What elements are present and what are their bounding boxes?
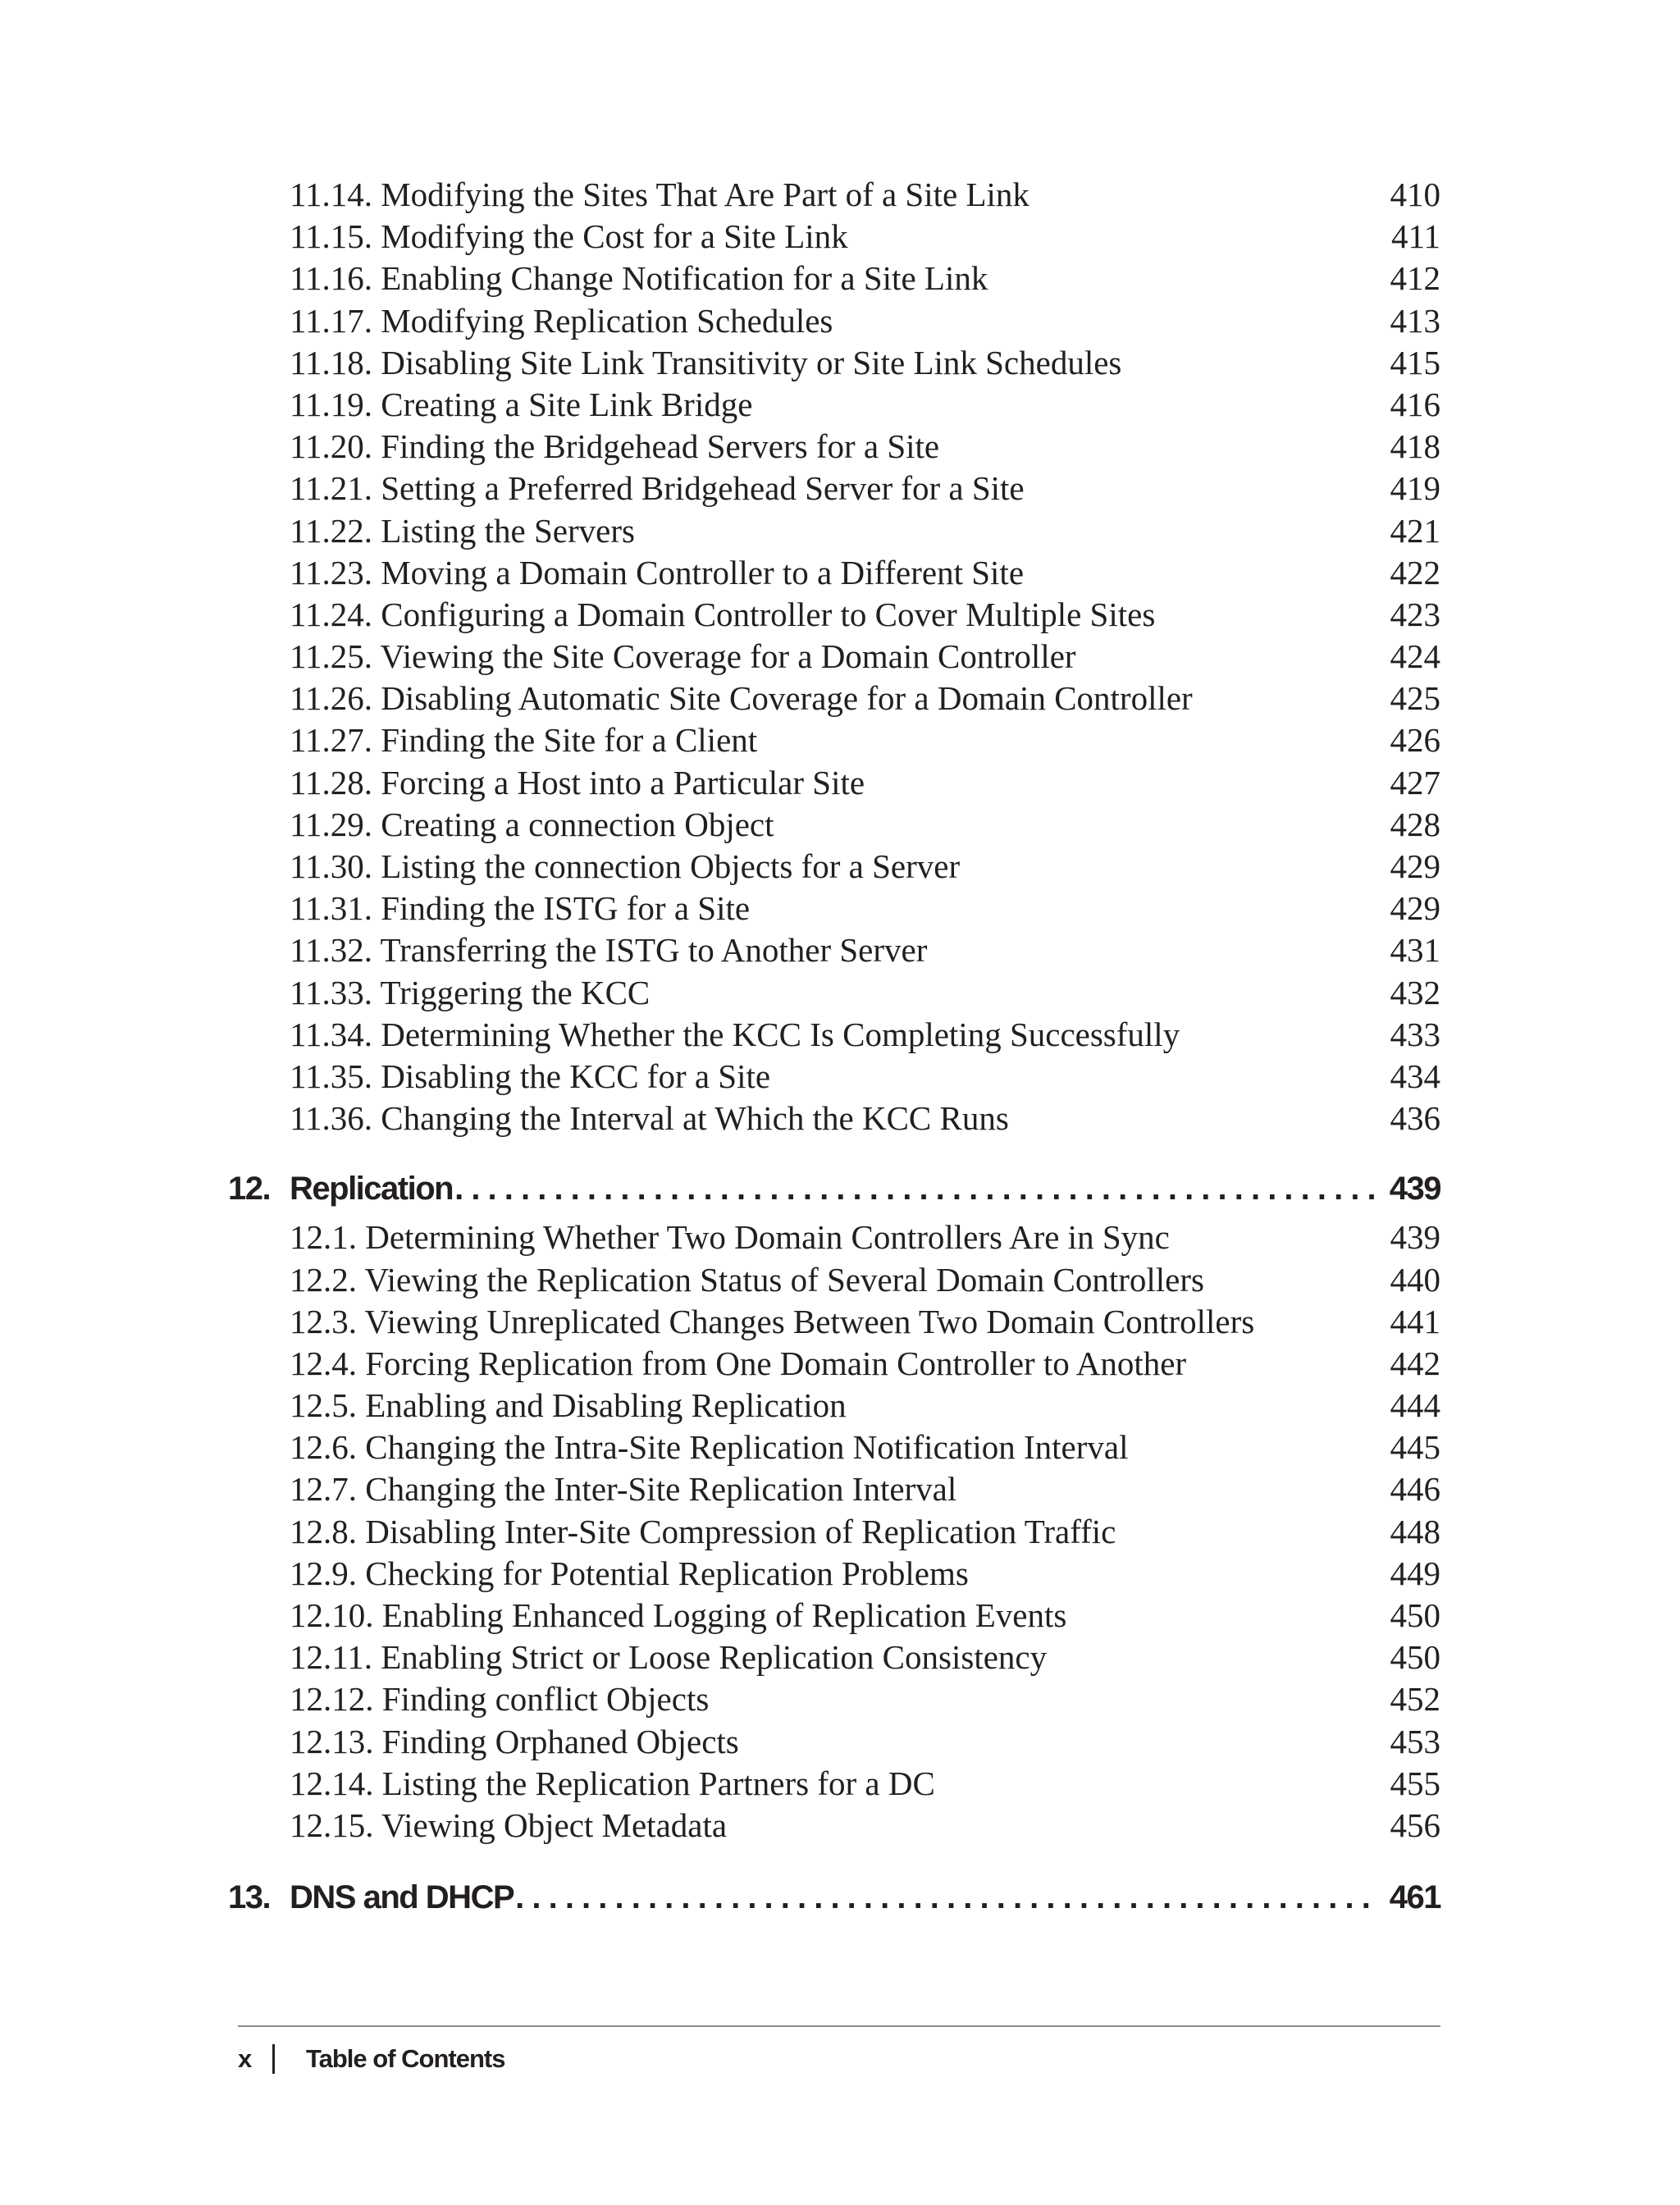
toc-entry[interactable] xyxy=(228,1343,1440,1385)
table-of-contents xyxy=(228,174,1440,1924)
dot-leader xyxy=(515,1871,1380,1924)
chapter-heading-13[interactable] xyxy=(228,1871,1440,1924)
entry-title: 12.4. Forcing Replication from One Domain Controller to Another xyxy=(290,1344,1187,1382)
entry-page-number: 429 xyxy=(1390,847,1440,885)
entry-page-number: 412 xyxy=(1390,259,1440,298)
entry-title: 12.2. Viewing the Replication Status of Several Domain Controllers xyxy=(290,1260,1204,1299)
entry-title: 11.28. Forcing a Host into a Particular Site xyxy=(290,763,865,801)
entry-title: 12.3. Viewing Unreplicated Changes Between Two Domain Controllers xyxy=(290,1302,1255,1340)
toc-entry[interactable] xyxy=(228,1217,1440,1258)
toc-entry[interactable] xyxy=(228,594,1440,636)
entry-title: 12.10. Enabling Enhanced Logging of Replication Events xyxy=(290,1596,1067,1634)
entry-page-number: 456 xyxy=(1390,1806,1440,1844)
toc-entry[interactable] xyxy=(228,1056,1440,1098)
entry-title: 11.14. Modifying the Sites That Are Part of a Site Link xyxy=(290,176,1029,213)
toc-entry[interactable] xyxy=(228,1678,1440,1720)
entry-page-number: 446 xyxy=(1390,1470,1440,1509)
toc-entry[interactable] xyxy=(228,1805,1440,1847)
running-head: Table of Contents xyxy=(306,2044,505,2073)
entry-title: 12.7. Changing the Inter-Site Replication Interval xyxy=(290,1470,957,1509)
toc-entry[interactable] xyxy=(228,972,1440,1014)
toc-entry[interactable] xyxy=(228,468,1440,509)
footer-rule xyxy=(238,2025,1440,2027)
toc-entry[interactable] xyxy=(228,1553,1440,1595)
entry-page-number: 452 xyxy=(1390,1680,1440,1719)
entry-title: 11.21. Setting a Preferred Bridgehead Server for a Site xyxy=(290,469,1025,508)
toc-entry[interactable] xyxy=(228,1511,1440,1553)
toc-entry[interactable] xyxy=(228,258,1440,299)
toc-entry[interactable] xyxy=(228,804,1440,846)
entry-title: 12.8. Disabling Inter-Site Compression of Replication Traffic xyxy=(290,1512,1116,1550)
dot-leader xyxy=(454,1162,1380,1215)
chapter-number: 13. xyxy=(228,1879,271,1916)
entry-title: 11.15. Modifying the Cost for a Site Link xyxy=(290,217,848,256)
chapter-number: 12. xyxy=(228,1171,271,1208)
entry-title: 11.29. Creating a connection Object xyxy=(290,805,774,843)
toc-entry[interactable] xyxy=(228,1595,1440,1637)
entry-page-number: 440 xyxy=(1390,1260,1440,1299)
entry-page-number: 419 xyxy=(1390,469,1440,508)
entry-title: 11.20. Finding the Bridgehead Servers for a Site xyxy=(290,427,940,466)
toc-entry[interactable] xyxy=(228,846,1440,888)
entry-page-number: 418 xyxy=(1390,427,1440,466)
toc-entry[interactable] xyxy=(228,216,1440,258)
toc-entry[interactable] xyxy=(228,1721,1440,1763)
entry-title: 12.1. Determining Whether Two Domain Controllers Are in Sync xyxy=(290,1218,1170,1257)
entry-page-number: 429 xyxy=(1390,889,1440,928)
toc-entry[interactable] xyxy=(228,1301,1440,1343)
entry-title: 11.31. Finding the ISTG for a Site xyxy=(290,889,751,928)
entry-page-number: 453 xyxy=(1390,1722,1440,1760)
entry-title: 12.12. Finding conflict Objects xyxy=(290,1680,710,1719)
entry-page-number: 455 xyxy=(1390,1764,1440,1802)
toc-entry[interactable] xyxy=(228,678,1440,719)
entry-page-number: 413 xyxy=(1390,301,1440,340)
toc-entry[interactable] xyxy=(228,762,1440,804)
entry-page-number: 431 xyxy=(1390,931,1440,970)
entry-page-number: 422 xyxy=(1390,553,1440,591)
toc-entry[interactable] xyxy=(228,719,1440,761)
chapter-page-number: 461 xyxy=(1389,1879,1440,1916)
chapter-title: Replication xyxy=(290,1171,454,1208)
entry-title: 12.9. Checking for Potential Replication Problems xyxy=(290,1554,969,1592)
chapter-page-number: 439 xyxy=(1389,1171,1440,1208)
entry-title: 11.30. Listing the connection Objects for a Server xyxy=(290,847,961,885)
toc-entry[interactable] xyxy=(228,1637,1440,1678)
toc-entry[interactable] xyxy=(228,510,1440,552)
entry-page-number: 424 xyxy=(1390,637,1440,676)
chapter-11-entry-list xyxy=(228,174,1440,1139)
toc-entry[interactable] xyxy=(228,174,1440,216)
entry-title: 11.23. Moving a Domain Controller to a Different Site xyxy=(290,553,1025,591)
entry-page-number: 415 xyxy=(1390,343,1440,381)
page-folio: x xyxy=(238,2044,252,2073)
toc-entry[interactable] xyxy=(228,1098,1440,1139)
entry-page-number: 423 xyxy=(1390,595,1440,633)
entry-title: 12.5. Enabling and Disabling Replication xyxy=(290,1386,847,1425)
entry-page-number: 449 xyxy=(1390,1554,1440,1592)
toc-entry[interactable] xyxy=(228,1763,1440,1805)
entry-title: 11.26. Disabling Automatic Site Coverage for a Domain Controller xyxy=(290,679,1193,718)
entry-page-number: 425 xyxy=(1390,679,1440,718)
toc-entry[interactable] xyxy=(228,384,1440,426)
entry-title: 12.14. Listing the Replication Partners for a DC xyxy=(290,1764,935,1802)
toc-entry[interactable] xyxy=(228,888,1440,929)
toc-entry[interactable] xyxy=(228,1385,1440,1427)
entry-title: 11.27. Finding the Site for a Client xyxy=(290,721,758,760)
entry-page-number: 432 xyxy=(1390,973,1440,1011)
entry-page-number: 434 xyxy=(1390,1057,1440,1095)
entry-title: 11.24. Configuring a Domain Controller to Cover Multiple Sites xyxy=(290,595,1156,633)
toc-entry[interactable] xyxy=(228,1427,1440,1468)
entry-title: 11.17. Modifying Replication Schedules xyxy=(290,301,833,340)
entry-title: 11.25. Viewing the Site Coverage for a Domain Controller xyxy=(290,637,1076,676)
entry-page-number: 442 xyxy=(1390,1344,1440,1382)
entry-page-number: 444 xyxy=(1390,1386,1440,1425)
entry-page-number: 433 xyxy=(1390,1015,1440,1053)
entry-title: 11.36. Changing the Interval at Which the KCC Runs xyxy=(290,1099,1009,1138)
chapter-title: DNS and DHCP xyxy=(290,1879,514,1916)
toc-entry[interactable] xyxy=(228,342,1440,384)
entry-page-number: 410 xyxy=(1390,176,1440,213)
entry-title: 11.35. Disabling the KCC for a Site xyxy=(290,1057,771,1095)
entry-title: 11.18. Disabling Site Link Transitivity or Site Link Schedules xyxy=(290,343,1122,381)
page-footer xyxy=(238,2038,504,2079)
toc-entry[interactable] xyxy=(228,929,1440,971)
entry-page-number: 448 xyxy=(1390,1512,1440,1550)
chapter-12-entry-list xyxy=(228,1217,1440,1847)
chapter-heading-12[interactable] xyxy=(228,1162,1440,1215)
entry-page-number: 450 xyxy=(1390,1638,1440,1677)
entry-title: 11.19. Creating a Site Link Bridge xyxy=(290,385,753,423)
entry-page-number: 436 xyxy=(1390,1099,1440,1138)
toc-entry[interactable] xyxy=(228,636,1440,678)
toc-entry[interactable] xyxy=(228,552,1440,594)
entry-page-number: 421 xyxy=(1390,511,1440,550)
entry-title: 12.15. Viewing Object Metadata xyxy=(290,1806,728,1844)
footer-separator xyxy=(272,2044,275,2074)
toc-entry[interactable] xyxy=(228,426,1440,468)
entry-page-number: 450 xyxy=(1390,1596,1440,1634)
entry-title: 11.34. Determining Whether the KCC Is Completing Successfully xyxy=(290,1015,1180,1053)
toc-entry[interactable] xyxy=(228,1468,1440,1510)
toc-entry[interactable] xyxy=(228,1014,1440,1056)
toc-entry[interactable] xyxy=(228,300,1440,342)
entry-title: 11.22. Listing the Servers xyxy=(290,511,635,550)
entry-page-number: 428 xyxy=(1390,805,1440,843)
entry-title: 12.13. Finding Orphaned Objects xyxy=(290,1722,739,1760)
entry-page-number: 427 xyxy=(1390,763,1440,801)
entry-title: 11.33. Triggering the KCC xyxy=(290,973,651,1011)
entry-page-number: 441 xyxy=(1390,1302,1440,1340)
entry-page-number: 411 xyxy=(1391,217,1440,256)
toc-entry[interactable] xyxy=(228,1259,1440,1301)
entry-page-number: 416 xyxy=(1390,385,1440,423)
entry-title: 12.11. Enabling Strict or Loose Replication Consistency xyxy=(290,1638,1048,1677)
entry-title: 11.16. Enabling Change Notification for a Site Link xyxy=(290,259,988,298)
entry-page-number: 439 xyxy=(1390,1218,1440,1257)
entry-title: 11.32. Transferring the ISTG to Another Server xyxy=(290,931,928,970)
entry-page-number: 426 xyxy=(1390,721,1440,760)
entry-title: 12.6. Changing the Intra-Site Replication Notification Interval xyxy=(290,1428,1129,1467)
entry-page-number: 445 xyxy=(1390,1428,1440,1467)
